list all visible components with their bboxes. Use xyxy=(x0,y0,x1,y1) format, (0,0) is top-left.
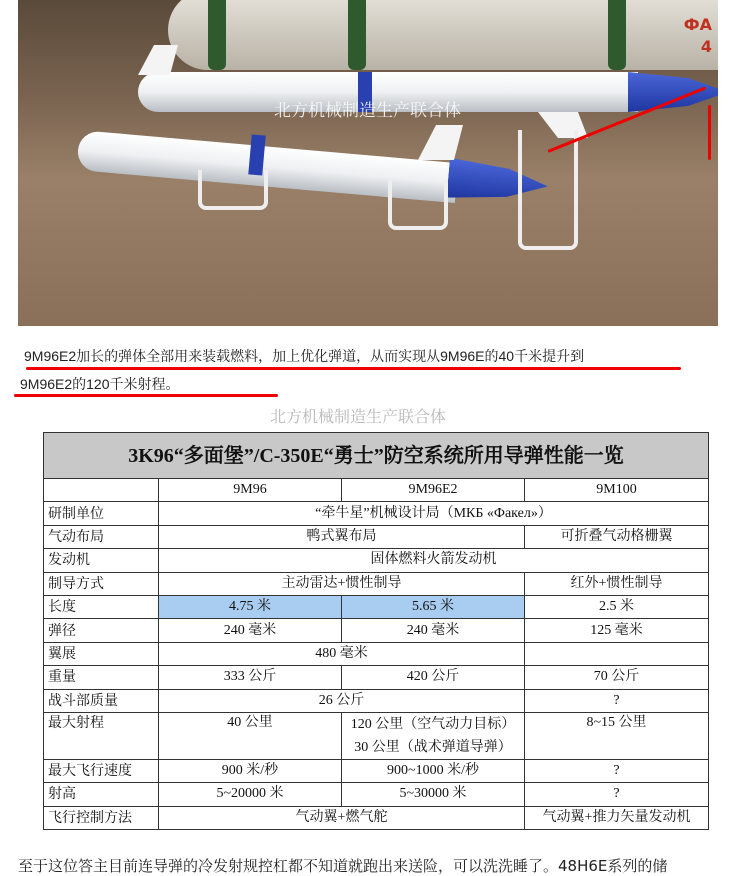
caption-line-2: 9M96E2的120千米射程。 xyxy=(20,376,180,392)
cell: 900~1000 米/秒 xyxy=(342,759,525,782)
table-row xyxy=(44,712,709,759)
cell: ? xyxy=(525,689,709,712)
cell: 480 毫米 xyxy=(159,642,525,665)
row-label: 长度 xyxy=(44,595,159,618)
range-aero: 120 公里（空气动力目标） xyxy=(350,716,516,732)
missile-nose xyxy=(628,72,718,112)
cell: 5~20000 米 xyxy=(159,783,342,806)
table-row xyxy=(44,619,709,642)
cell: 70 公斤 xyxy=(525,666,709,689)
range-tbm: 30 公里（战术弹道导弹） xyxy=(354,739,512,755)
row-label: 制导方式 xyxy=(44,572,159,595)
cell: 420 公斤 xyxy=(342,666,525,689)
row-label: 研制单位 xyxy=(44,502,159,525)
table-row xyxy=(44,479,709,502)
row-label: 飞行控制方法 xyxy=(44,806,159,829)
cell xyxy=(525,642,709,665)
tube-ring xyxy=(208,0,226,70)
table-row xyxy=(44,572,709,595)
cell: 240 毫米 xyxy=(342,619,525,642)
table-row xyxy=(44,666,709,689)
cell: 333 公斤 xyxy=(159,666,342,689)
table-row xyxy=(44,595,709,618)
table-row xyxy=(44,759,709,782)
cell: 气动翼+推力矢量发动机 xyxy=(525,806,709,829)
cell: 固体燃料火箭发动机 xyxy=(159,549,709,572)
header-9m96e2: 9M96E2 xyxy=(342,479,525,502)
missile-stand xyxy=(518,130,578,250)
cell: 40 公里 xyxy=(159,712,342,759)
cell: 红外+惯性制导 xyxy=(525,572,709,595)
tube-ring xyxy=(348,0,366,70)
missile-photo xyxy=(18,0,718,326)
cell: 气动翼+燃气舵 xyxy=(159,806,525,829)
table-row xyxy=(44,549,709,572)
cell: 2.5 米 xyxy=(525,595,709,618)
cell: 鸭式翼布局 xyxy=(159,525,525,548)
caption-line-1: 9M96E2加长的弹体全部用来装载燃料，加上优化弹道，从而实现从9M96E的40千米提升到 xyxy=(24,348,585,364)
missile-fin xyxy=(418,125,463,160)
table-title: 3K96“多面堡”/C-350E“勇士”防空系统所用导弹性能一览 xyxy=(44,433,709,479)
row-label: 战斗部质量 xyxy=(44,689,159,712)
row-label: 弹径 xyxy=(44,619,159,642)
red-annotation-line xyxy=(708,105,711,160)
table-watermark: 北方机械制造生产联合体 xyxy=(270,407,447,426)
missile-stand xyxy=(388,180,448,230)
missile-fin xyxy=(138,45,178,75)
table-row xyxy=(44,502,709,525)
cell: 主动雷达+惯性制导 xyxy=(159,572,525,595)
table-row xyxy=(44,525,709,548)
cell: “牵牛星”机械设计局（МКБ «Факел»） xyxy=(159,502,709,525)
row-label: 最大射程 xyxy=(44,712,159,759)
cell: 26 公斤 xyxy=(159,689,525,712)
red-underline xyxy=(14,394,278,397)
cell: 4.75 米 xyxy=(159,595,342,618)
row-label: 最大飞行速度 xyxy=(44,759,159,782)
cell: ? xyxy=(525,783,709,806)
row-label: 气动布局 xyxy=(44,525,159,548)
cell: ? xyxy=(525,759,709,782)
cell: 240 毫米 xyxy=(159,619,342,642)
photo-watermark: 北方机械制造生产联合体 xyxy=(274,101,461,121)
missile-stand xyxy=(198,170,268,210)
row-label: 翼展 xyxy=(44,642,159,665)
header-9m100: 9M100 xyxy=(525,479,709,502)
missile-performance-table xyxy=(43,432,709,830)
row-label: 发动机 xyxy=(44,549,159,572)
red-underline xyxy=(26,367,681,370)
cell: 125 毫米 xyxy=(525,619,709,642)
row-label: 重量 xyxy=(44,666,159,689)
table-row xyxy=(44,642,709,665)
table-row xyxy=(44,783,709,806)
row-label: 射高 xyxy=(44,783,159,806)
table-row xyxy=(44,806,709,829)
launch-tube xyxy=(168,0,718,70)
body-text-cut: 至于这位答主目前连导弹的冷发射规控杠都不知道就跑出来送险，可以洗洗睡了。48H6E系列的储 xyxy=(18,857,668,875)
cell: 8~15 公里 xyxy=(525,712,709,759)
table-row xyxy=(44,689,709,712)
tube-marking: ФА 4 xyxy=(683,15,712,56)
cell: 可折叠气动格栅翼 xyxy=(525,525,709,548)
tube-ring xyxy=(608,0,626,70)
cell xyxy=(342,712,525,759)
cell: 5.65 米 xyxy=(342,595,525,618)
header-9m96: 9M96 xyxy=(159,479,342,502)
cell: 900 米/秒 xyxy=(159,759,342,782)
cell: 5~30000 米 xyxy=(342,783,525,806)
